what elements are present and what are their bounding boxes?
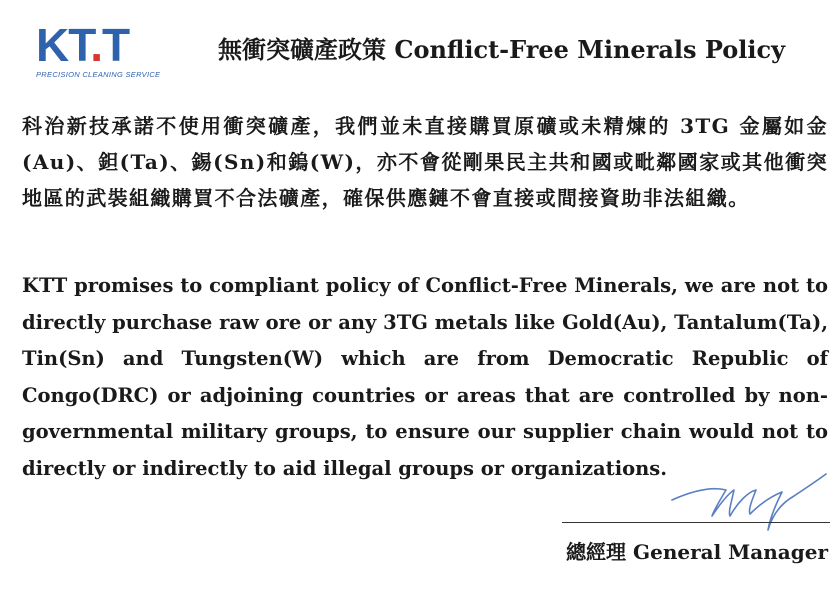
- company-logo: [36, 19, 176, 80]
- signature-line: [562, 522, 830, 523]
- logo-tagline: PRECISION CLEANING SERVICE: [36, 70, 161, 79]
- logo-letter-t: T: [102, 19, 130, 71]
- logo-letters-kt: KT: [36, 19, 91, 71]
- handwritten-signature: [668, 470, 828, 536]
- page-title: 無衝突礦產政策 Conflict-Free Minerals Policy: [218, 35, 786, 64]
- policy-english-paragraph: KTT promises to compliant policy of Conflict-Free Minerals, we are not to directly purchase raw ore or any 3TG metals like Gold(Au), Tantalum(Ta), Tin(Sn) and Tungsten(W) which are from Democratic Republic of Congo(DRC) or adjoining countries or areas that are controlled by non-governmental military groups, to ensure our supplier chain would not to directly or indirectly to aid illegal groups or organizations.: [22, 274, 828, 480]
- logo-dot: .: [90, 19, 103, 71]
- logo-mark: [36, 19, 176, 71]
- policy-chinese-paragraph: 科治新技承諾不使用衝突礦產，我們並未直接購買原礦或未精煉的 3TG 金屬如金(Au)、鉭(Ta)、錫(Sn)和鎢(W)，亦不會從剛果民主共和國或毗鄰國家或其他衝突地區的武裝組織購買不合法礦產，確保供應鏈不會直接或間接資助非法組織。: [22, 114, 828, 210]
- signature-label: 總經理 General Manager: [566, 540, 828, 564]
